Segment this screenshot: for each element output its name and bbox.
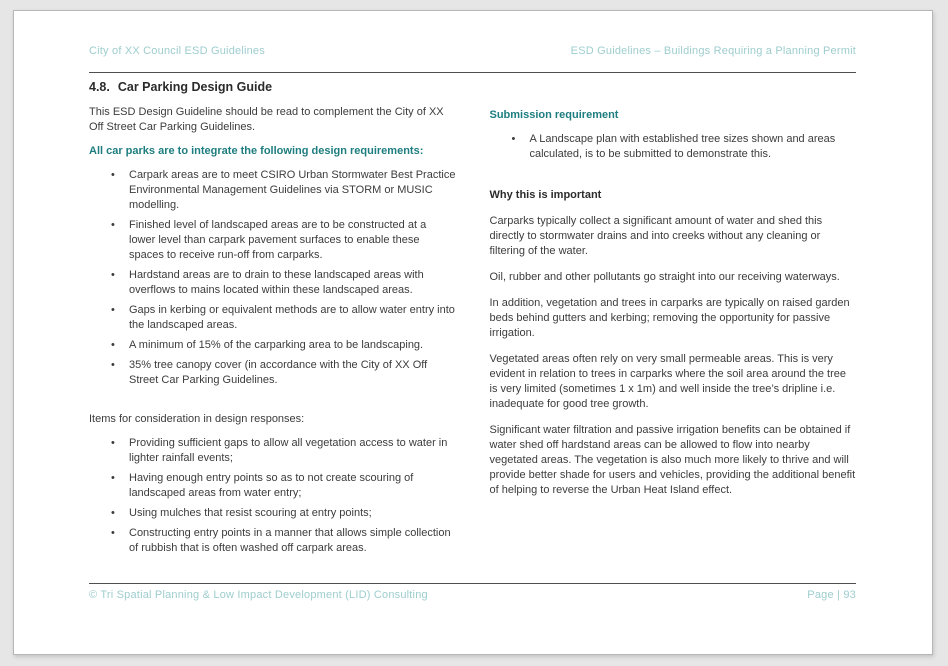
list-item-text: A minimum of 15% of the carparking area to be landscaping.	[129, 339, 424, 351]
bullet-icon	[111, 471, 129, 501]
section-title-text: Car Parking Design Guide	[117, 80, 273, 94]
requirements-heading: All car parks are to integrate the following design requirements:	[89, 145, 424, 157]
submission-heading: Submission requirement	[489, 109, 619, 121]
submission-list	[490, 132, 857, 162]
list-item-text: 35% tree canopy cover (in accordance with the City of XX Off Street Car Parking Guidelines.	[129, 359, 428, 386]
body-paragraph: Vegetated areas often rely on very small permeable areas. This is very evident in relation to trees in carparks where the soil area around the tree is very limited (sometimes 1 x 1m) and well inside the tree’s dripline i.e. inadequate for good tree growth.	[489, 353, 846, 410]
body-paragraph: In addition, vegetation and trees in carparks are typically on raised garden beds behind gutters and kerbing; removing the opportunity for passive irrigation.	[489, 297, 850, 339]
section-title	[89, 80, 856, 94]
right-column	[490, 105, 857, 561]
list-item-text: Finished level of landscaped areas are to be constructed at a lower level than carpark pavement surfaces to enable these spaces to receive run-off from carparks.	[129, 219, 427, 261]
list-item-text: Constructing entry points in a manner that allows simple collection of rubbish that is often washed off carpark areas.	[129, 527, 451, 554]
considerations-heading: Items for consideration in design responses:	[89, 413, 305, 425]
list-item	[490, 132, 857, 162]
why-heading: Why this is important	[489, 189, 602, 201]
document-page	[13, 10, 933, 655]
bullet-icon	[111, 268, 129, 298]
bullet-icon	[111, 303, 129, 333]
list-item	[89, 218, 456, 263]
list-item	[89, 168, 456, 213]
considerations-list	[89, 436, 456, 556]
list-item-text: Hardstand areas are to drain to these landscaped areas with overflows to mains located within these landscaped areas.	[129, 269, 424, 296]
list-item	[89, 358, 456, 388]
header-rule	[89, 72, 856, 73]
list-item	[89, 338, 456, 353]
header-left-text: City of XX Council ESD Guidelines	[89, 45, 265, 57]
bullet-icon	[512, 132, 530, 162]
bullet-icon	[111, 436, 129, 466]
page-footer	[89, 583, 856, 601]
header-right-text: ESD Guidelines – Buildings Requiring a Planning Permit	[570, 45, 856, 57]
list-item	[89, 436, 456, 466]
footer-page-number: Page | 93	[807, 589, 856, 601]
page-header	[89, 45, 856, 57]
bullet-icon	[111, 358, 129, 388]
list-item	[89, 268, 456, 298]
list-item-text: Using mulches that resist scouring at entry points;	[129, 507, 372, 519]
left-column	[89, 105, 456, 561]
body-paragraph: Oil, rubber and other pollutants go straight into our receiving waterways.	[489, 271, 840, 283]
list-item	[89, 506, 456, 521]
list-item-text: Having enough entry points so as to not create scouring of landscaped areas from water entry;	[129, 472, 414, 499]
list-item-text: Providing sufficient gaps to allow all vegetation access to water in lighter rainfall events;	[129, 437, 448, 464]
body-paragraph: Significant water filtration and passive irrigation benefits can be obtained if water shed off hardstand areas can be allowed to flow into nearby vegetated areas. The vegetation is also much more likely to thrive and will provide better shade for users and vehicles, providing the additional benefit of helping to reverse the Urban Heat Island effect.	[489, 424, 856, 496]
bullet-icon	[111, 168, 129, 213]
requirements-list	[89, 168, 456, 388]
intro-paragraph: This ESD Design Guideline should be read to complement the City of XX Off Street Car Parking Guidelines.	[89, 106, 444, 133]
page-content	[89, 11, 856, 561]
list-item	[89, 303, 456, 333]
list-item-text: A Landscape plan with established tree sizes shown and areas calculated, is to be submitted to demonstrate this.	[529, 133, 836, 160]
bullet-icon	[111, 526, 129, 556]
footer-copyright-text: © Tri Spatial Planning & Low Impact Development (LID) Consulting	[89, 589, 428, 601]
bullet-icon	[111, 218, 129, 263]
bullet-icon	[111, 338, 129, 353]
list-item	[89, 471, 456, 501]
body-paragraph: Carparks typically collect a significant amount of water and shed this directly to stormwater drains and into creeks without any cleaning or filtering of the water.	[489, 215, 823, 257]
list-item	[89, 526, 456, 556]
two-column-layout	[89, 105, 856, 561]
section-number: 4.8.	[89, 80, 110, 94]
bullet-icon	[111, 506, 129, 521]
list-item-text: Gaps in kerbing or equivalent methods are to allow water entry into the landscaped areas.	[129, 304, 455, 331]
list-item-text: Carpark areas are to meet CSIRO Urban Stormwater Best Practice Environmental Management Guidelines via STORM or MUSIC modelling.	[129, 169, 456, 211]
